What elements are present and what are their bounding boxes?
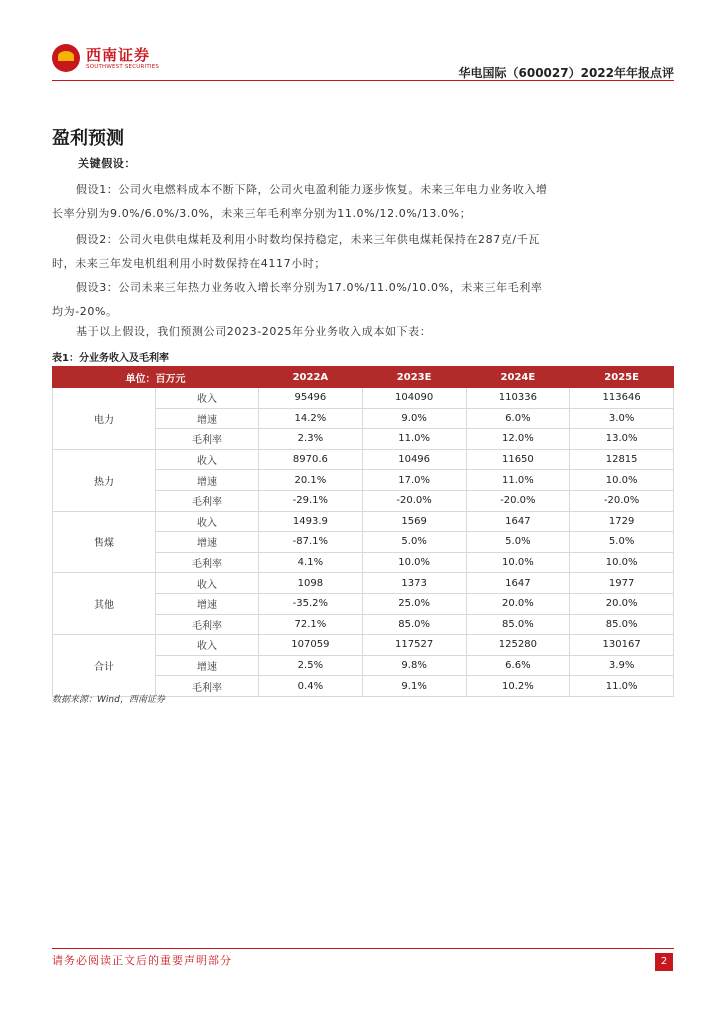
value-cell: 5.0% [466, 532, 570, 553]
value-cell: -20.0% [570, 490, 674, 511]
value-cell: 1569 [362, 511, 466, 532]
table-body [53, 388, 674, 697]
value-cell: 104090 [362, 388, 466, 409]
segment-name: 合计 [53, 635, 156, 697]
value-cell: 0.4% [259, 676, 363, 697]
value-cell: 5.0% [362, 532, 466, 553]
value-cell: 85.0% [570, 614, 674, 635]
year-header: 2023E [362, 367, 466, 388]
value-cell: 85.0% [362, 614, 466, 635]
value-cell: 10.0% [570, 552, 674, 573]
metric-name: 收入 [156, 511, 259, 532]
metric-name: 增速 [156, 593, 259, 614]
value-cell: 17.0% [362, 470, 466, 491]
logo-text-en: SOUTHWEST SECURITIES [86, 64, 160, 70]
value-cell: 11.0% [570, 676, 674, 697]
metric-name: 毛利率 [156, 552, 259, 573]
value-cell: 10.0% [466, 552, 570, 573]
value-cell: -35.2% [259, 593, 363, 614]
metric-name: 增速 [156, 532, 259, 553]
year-header: 2022A [259, 367, 363, 388]
value-cell: 9.8% [362, 655, 466, 676]
value-cell: 125280 [466, 635, 570, 656]
metric-name: 收入 [156, 449, 259, 470]
value-cell: 20.1% [259, 470, 363, 491]
segment-name: 售煤 [53, 511, 156, 573]
table-row [53, 449, 674, 470]
metric-name: 收入 [156, 573, 259, 594]
table-header-row [53, 367, 674, 388]
metric-name: 毛利率 [156, 676, 259, 697]
table-row [53, 388, 674, 409]
value-cell: 20.0% [466, 593, 570, 614]
value-cell: 9.1% [362, 676, 466, 697]
value-cell: 6.0% [466, 408, 570, 429]
value-cell: 85.0% [466, 614, 570, 635]
metric-name: 增速 [156, 470, 259, 491]
report-title: 华电国际（600027）2022年年报点评 [458, 66, 674, 80]
value-cell: 13.0% [570, 429, 674, 450]
disclaimer-note: 请务必阅读正文后的重要声明部分 [52, 954, 232, 967]
value-cell: -20.0% [362, 490, 466, 511]
metric-name: 毛利率 [156, 429, 259, 450]
segment-name: 热力 [53, 449, 156, 511]
value-cell: 113646 [570, 388, 674, 409]
assumption-2: 假设2：公司火电供电煤耗及利用小时数均保持稳定，未来三年供电煤耗保持在287克/千瓦时，未来三年发电机组利用小时数保持在4117小时； [52, 233, 540, 270]
value-cell: 72.1% [259, 614, 363, 635]
value-cell: 3.9% [570, 655, 674, 676]
metric-name: 增速 [156, 655, 259, 676]
value-cell: 14.2% [259, 408, 363, 429]
year-header: 2024E [466, 367, 570, 388]
data-source: 数据来源：Wind，西南证券 [52, 695, 165, 705]
value-cell: 11.0% [362, 429, 466, 450]
value-cell: 95496 [259, 388, 363, 409]
page-number: 2 [655, 953, 673, 971]
value-cell: 1098 [259, 573, 363, 594]
value-cell: -87.1% [259, 532, 363, 553]
assumption-3: 假设3：公司未来三年热力业务收入增长率分别为17.0%/11.0%/10.0%，未来三年毛利率均为-20%。 [52, 281, 543, 318]
value-cell: -20.0% [466, 490, 570, 511]
logo-mark-icon [52, 44, 80, 72]
value-cell: 20.0% [570, 593, 674, 614]
section-title: 盈利预测 [52, 128, 124, 149]
header-divider [52, 80, 674, 81]
unit-header: 单位：百万元 [53, 367, 259, 388]
value-cell: 2.3% [259, 429, 363, 450]
page-header [52, 40, 674, 80]
value-cell: 130167 [570, 635, 674, 656]
year-header: 2025E [570, 367, 674, 388]
segment-name: 电力 [53, 388, 156, 450]
assumption-1: 假设1：公司火电燃料成本不断下降，公司火电盈利能力逐步恢复。未来三年电力业务收入增长率分别为9.0%/6.0%/3.0%，未来三年毛利率分别为11.0%/12.0%/13.0%； [52, 183, 548, 220]
key-assumptions-label: 关键假设： [78, 157, 136, 170]
metric-name: 增速 [156, 408, 259, 429]
table-row [53, 635, 674, 656]
table-title: 表1：分业务收入及毛利率 [52, 353, 169, 364]
table-row [53, 511, 674, 532]
summary-paragraph: 基于以上假设，我们预测公司2023-2025年分业务收入成本如下表： [76, 325, 432, 338]
value-cell: 12815 [570, 449, 674, 470]
value-cell: 12.0% [466, 429, 570, 450]
logo-text-cn: 西南证券 [86, 46, 151, 64]
value-cell: -29.1% [259, 490, 363, 511]
metric-name: 收入 [156, 635, 259, 656]
value-cell: 1647 [466, 511, 570, 532]
value-cell: 11.0% [466, 470, 570, 491]
value-cell: 5.0% [570, 532, 674, 553]
value-cell: 25.0% [362, 593, 466, 614]
value-cell: 10.2% [466, 676, 570, 697]
footer-divider [52, 948, 674, 949]
value-cell: 117527 [362, 635, 466, 656]
value-cell: 10.0% [570, 470, 674, 491]
value-cell: 9.0% [362, 408, 466, 429]
value-cell: 107059 [259, 635, 363, 656]
segment-name: 其他 [53, 573, 156, 635]
value-cell: 6.6% [466, 655, 570, 676]
company-logo [52, 40, 212, 76]
value-cell: 1373 [362, 573, 466, 594]
value-cell: 110336 [466, 388, 570, 409]
value-cell: 1647 [466, 573, 570, 594]
value-cell: 8970.6 [259, 449, 363, 470]
value-cell: 3.0% [570, 408, 674, 429]
value-cell: 11650 [466, 449, 570, 470]
metric-name: 毛利率 [156, 614, 259, 635]
value-cell: 4.1% [259, 552, 363, 573]
value-cell: 1977 [570, 573, 674, 594]
metric-name: 收入 [156, 388, 259, 409]
value-cell: 10.0% [362, 552, 466, 573]
revenue-margin-table [52, 366, 674, 697]
metric-name: 毛利率 [156, 490, 259, 511]
value-cell: 1493.9 [259, 511, 363, 532]
value-cell: 2.5% [259, 655, 363, 676]
table-row [53, 573, 674, 594]
value-cell: 10496 [362, 449, 466, 470]
value-cell: 1729 [570, 511, 674, 532]
